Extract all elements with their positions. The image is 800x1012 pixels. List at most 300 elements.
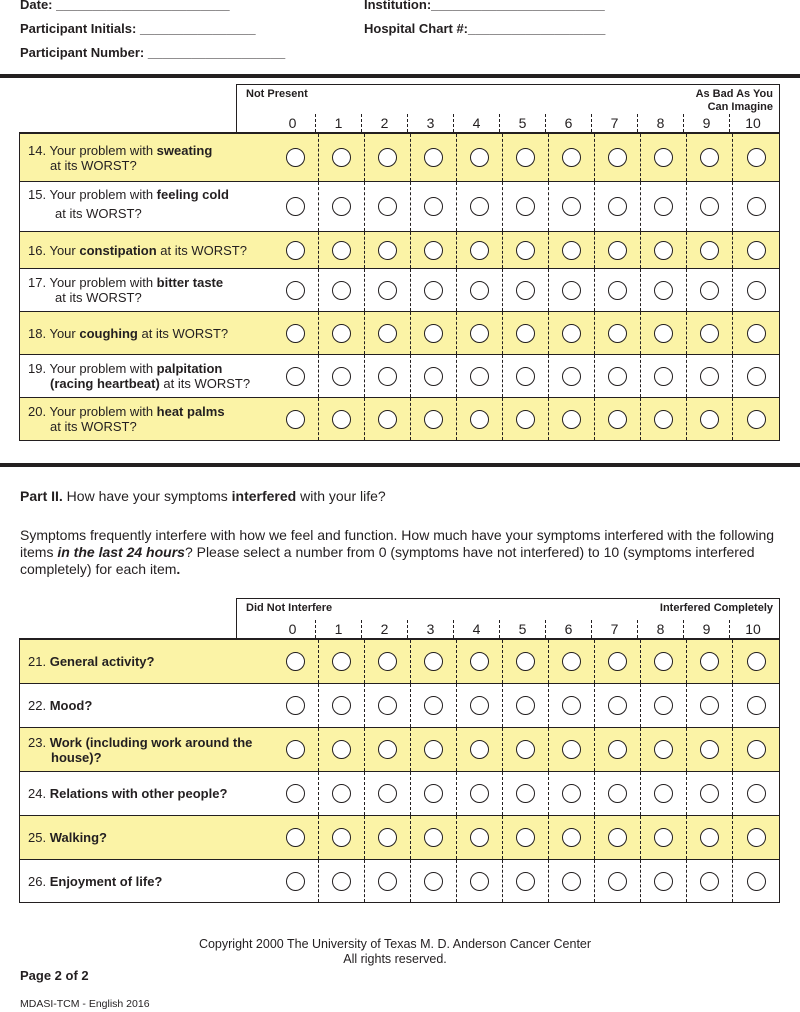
rating-cell (457, 269, 503, 311)
scale-number: 1 (316, 620, 362, 638)
rating-radio[interactable] (608, 410, 627, 429)
rating-radio[interactable] (286, 410, 305, 429)
rating-radio[interactable] (747, 652, 766, 671)
rating-radio[interactable] (332, 148, 351, 167)
item-label: 26. Enjoyment of life? (28, 873, 163, 889)
item-label: 22. Mood? (28, 698, 93, 713)
rating-cell (595, 312, 641, 354)
rating-cells (273, 728, 779, 771)
anchor-not-present: Not Present (246, 88, 308, 100)
scale-number: 0 (270, 620, 316, 638)
scale-number: 7 (592, 620, 638, 638)
rating-radio[interactable] (516, 828, 535, 847)
rating-cells (273, 684, 779, 727)
rating-radio[interactable] (332, 197, 351, 216)
rating-radio[interactable] (654, 740, 673, 759)
rating-radio[interactable] (562, 148, 581, 167)
rating-cell (319, 772, 365, 815)
scale-number: 6 (546, 620, 592, 638)
rating-cell (273, 232, 319, 268)
rating-radio[interactable] (562, 784, 581, 803)
rating-radio[interactable] (700, 367, 719, 386)
rating-cell (457, 816, 503, 859)
part2-scale-header (236, 598, 780, 638)
rating-cell (641, 684, 687, 727)
rating-radio[interactable] (470, 281, 489, 300)
rating-radio[interactable] (608, 241, 627, 260)
rating-radio[interactable] (608, 872, 627, 891)
rating-cell (319, 355, 365, 397)
rating-radio[interactable] (286, 696, 305, 715)
rating-cells (273, 134, 779, 181)
scale-number: 4 (454, 114, 500, 132)
rating-radio[interactable] (562, 281, 581, 300)
rating-radio[interactable] (424, 241, 443, 260)
rating-cell (365, 772, 411, 815)
rating-cell (503, 816, 549, 859)
rating-cells (273, 860, 779, 902)
rating-cells (273, 816, 779, 859)
rating-radio[interactable] (470, 872, 489, 891)
rating-radio[interactable] (378, 148, 397, 167)
rating-cell (411, 134, 457, 181)
rating-cell (687, 640, 733, 683)
rating-radio[interactable] (424, 872, 443, 891)
rating-radio[interactable] (378, 197, 397, 216)
rating-cell (687, 134, 733, 181)
rating-radio[interactable] (516, 740, 535, 759)
scale-number: 8 (638, 114, 684, 132)
rating-cell (549, 398, 595, 440)
rating-radio[interactable] (516, 324, 535, 343)
rating-radio[interactable] (654, 828, 673, 847)
rating-cell (365, 134, 411, 181)
rating-radio[interactable] (424, 410, 443, 429)
rating-radio[interactable] (700, 740, 719, 759)
rating-cell (319, 182, 365, 231)
rating-radio[interactable] (286, 740, 305, 759)
rating-cell (365, 312, 411, 354)
item-row-25 (20, 815, 779, 859)
rating-radio[interactable] (747, 740, 766, 759)
rating-radio[interactable] (424, 324, 443, 343)
rating-radio[interactable] (608, 652, 627, 671)
rating-radio[interactable] (378, 241, 397, 260)
rating-radio[interactable] (608, 740, 627, 759)
rating-radio[interactable] (747, 696, 766, 715)
rating-cell (457, 772, 503, 815)
rating-cell (457, 640, 503, 683)
rating-radio[interactable] (516, 696, 535, 715)
item-label: 20. Your problem with heat palms at its WORST? (28, 404, 225, 434)
rating-radio[interactable] (470, 148, 489, 167)
rating-cell (411, 232, 457, 268)
rating-cell (641, 816, 687, 859)
rating-cell (411, 684, 457, 727)
rating-radio[interactable] (470, 324, 489, 343)
rating-radio[interactable] (747, 197, 766, 216)
rating-radio[interactable] (378, 784, 397, 803)
rating-radio[interactable] (608, 324, 627, 343)
rating-radio[interactable] (700, 324, 719, 343)
rating-cell (365, 182, 411, 231)
rating-radio[interactable] (654, 148, 673, 167)
rating-radio[interactable] (562, 410, 581, 429)
rating-cells (273, 355, 779, 397)
rating-cell (641, 232, 687, 268)
rating-radio[interactable] (516, 197, 535, 216)
part1-scale-header (236, 84, 780, 132)
rating-radio[interactable] (424, 148, 443, 167)
rating-radio[interactable] (562, 652, 581, 671)
scale-number: 8 (638, 620, 684, 638)
rating-radio[interactable] (286, 241, 305, 260)
rating-radio[interactable] (654, 281, 673, 300)
rating-cells (273, 269, 779, 311)
part1-table (19, 132, 780, 441)
rating-radio[interactable] (747, 410, 766, 429)
rating-radio[interactable] (378, 281, 397, 300)
rating-radio[interactable] (747, 281, 766, 300)
rating-radio[interactable] (332, 872, 351, 891)
rating-radio[interactable] (332, 281, 351, 300)
section-divider (0, 74, 800, 78)
rating-cell (273, 182, 319, 231)
rating-cell (595, 772, 641, 815)
rating-radio[interactable] (608, 148, 627, 167)
rating-cell (273, 398, 319, 440)
rating-radio[interactable] (562, 367, 581, 386)
rating-cell (733, 269, 779, 311)
rating-radio[interactable] (470, 410, 489, 429)
rating-cell (319, 684, 365, 727)
rating-radio[interactable] (654, 241, 673, 260)
rating-radio[interactable] (516, 784, 535, 803)
rating-radio[interactable] (470, 696, 489, 715)
item-row-15 (20, 181, 779, 231)
rating-cell (319, 269, 365, 311)
rating-radio[interactable] (608, 784, 627, 803)
hospital-chart-field[interactable]: Hospital Chart #:___________________ (364, 21, 606, 36)
rating-cell (595, 269, 641, 311)
rating-radio[interactable] (700, 241, 719, 260)
rating-radio[interactable] (747, 148, 766, 167)
rating-cell (549, 728, 595, 771)
scale-number: 0 (270, 114, 316, 132)
rating-cell (273, 728, 319, 771)
form-identifier: MDASI-TCM - English 2016 (20, 998, 150, 1010)
rating-cell (733, 355, 779, 397)
rating-radio[interactable] (516, 410, 535, 429)
rating-cell (641, 398, 687, 440)
rating-radio[interactable] (700, 281, 719, 300)
rating-radio[interactable] (700, 652, 719, 671)
rating-radio[interactable] (424, 367, 443, 386)
rating-radio[interactable] (286, 197, 305, 216)
rating-cell (365, 398, 411, 440)
rating-radio[interactable] (608, 197, 627, 216)
rating-cell (365, 728, 411, 771)
rating-radio[interactable] (562, 696, 581, 715)
rating-radio[interactable] (654, 784, 673, 803)
item-row-17 (20, 268, 779, 311)
rating-cell (595, 816, 641, 859)
rating-cell (503, 312, 549, 354)
anchor-as-bad: As Bad As You Can Imagine (695, 88, 773, 113)
copyright-notice: Copyright 2000 The University of Texas M. D. Anderson Cancer Center All rights reserved. (198, 937, 592, 966)
rating-radio[interactable] (378, 367, 397, 386)
rating-radio[interactable] (286, 148, 305, 167)
rating-radio[interactable] (608, 696, 627, 715)
rating-radio[interactable] (747, 784, 766, 803)
rating-radio[interactable] (424, 197, 443, 216)
rating-cells (273, 398, 779, 440)
rating-radio[interactable] (747, 367, 766, 386)
rating-radio[interactable] (654, 197, 673, 216)
item-row-21 (20, 639, 779, 683)
rating-cell (687, 772, 733, 815)
rating-cell (733, 398, 779, 440)
rating-radio[interactable] (286, 367, 305, 386)
rating-radio[interactable] (747, 872, 766, 891)
rating-cell (365, 355, 411, 397)
rating-cell (641, 269, 687, 311)
rating-radio[interactable] (286, 872, 305, 891)
rating-cell (733, 232, 779, 268)
rating-cell (273, 772, 319, 815)
rating-radio[interactable] (286, 324, 305, 343)
scale-number: 1 (316, 114, 362, 132)
participant-initials-field[interactable]: Participant Initials: ________________ (20, 21, 256, 36)
rating-cell (687, 860, 733, 902)
rating-cell (457, 355, 503, 397)
rating-radio[interactable] (747, 828, 766, 847)
item-label: 24. Relations with other people? (28, 786, 228, 801)
rating-cell (319, 312, 365, 354)
rating-cell (733, 684, 779, 727)
rating-cell (365, 816, 411, 859)
rating-cell (687, 684, 733, 727)
rating-cell (687, 182, 733, 231)
rating-cell (549, 232, 595, 268)
rating-radio[interactable] (424, 828, 443, 847)
rating-cell (411, 816, 457, 859)
rating-radio[interactable] (562, 324, 581, 343)
rating-radio[interactable] (747, 241, 766, 260)
rating-cell (733, 640, 779, 683)
item-row-24 (20, 771, 779, 815)
rating-cell (411, 269, 457, 311)
rating-radio[interactable] (516, 241, 535, 260)
rating-cell (457, 684, 503, 727)
rating-radio[interactable] (286, 828, 305, 847)
rating-radio[interactable] (608, 281, 627, 300)
rating-radio[interactable] (332, 410, 351, 429)
rating-radio[interactable] (424, 652, 443, 671)
rating-radio[interactable] (470, 241, 489, 260)
rating-radio[interactable] (516, 872, 535, 891)
rating-radio[interactable] (700, 410, 719, 429)
item-label: 18. Your coughing at its WORST? (28, 325, 229, 341)
scale-numbers (237, 114, 779, 132)
rating-radio[interactable] (332, 367, 351, 386)
rating-cell (273, 816, 319, 859)
rating-radio[interactable] (654, 367, 673, 386)
rating-radio[interactable] (332, 324, 351, 343)
rating-cell (273, 312, 319, 354)
rating-radio[interactable] (378, 696, 397, 715)
rating-cell (503, 640, 549, 683)
rating-radio[interactable] (470, 652, 489, 671)
scale-number: 6 (546, 114, 592, 132)
rating-radio[interactable] (562, 828, 581, 847)
rating-cell (273, 269, 319, 311)
rating-radio[interactable] (654, 652, 673, 671)
rating-radio[interactable] (562, 241, 581, 260)
institution-field[interactable]: Institution:________________________ (364, 0, 605, 12)
rating-radio[interactable] (378, 828, 397, 847)
rating-cell (411, 355, 457, 397)
rating-cell (641, 312, 687, 354)
rating-cell (549, 312, 595, 354)
item-label: 17. Your problem with bitter taste at its WORST? (28, 275, 224, 305)
rating-radio[interactable] (286, 281, 305, 300)
rating-radio[interactable] (470, 197, 489, 216)
rating-radio[interactable] (470, 740, 489, 759)
rating-cell (273, 640, 319, 683)
rating-cell (365, 684, 411, 727)
rating-radio[interactable] (516, 652, 535, 671)
rating-cell (457, 182, 503, 231)
rating-radio[interactable] (608, 367, 627, 386)
item-row-19 (20, 354, 779, 397)
rating-radio[interactable] (286, 652, 305, 671)
scale-numbers (237, 620, 779, 638)
part2-instructions: Symptoms frequently interfere with how we feel and function. How much have your symptoms interfered with the following items in the last 24 hours? Please select a number from 0 (symptoms have not interfered) to 10 (symptoms interfered completely) for each item. (20, 527, 775, 577)
rating-cell (411, 860, 457, 902)
part1-rating-grid (19, 84, 780, 441)
rating-radio[interactable] (332, 652, 351, 671)
rating-cell (687, 728, 733, 771)
rating-cells (273, 312, 779, 354)
rating-radio[interactable] (378, 872, 397, 891)
rating-radio[interactable] (562, 872, 581, 891)
rating-radio[interactable] (470, 784, 489, 803)
part2-table (19, 638, 780, 903)
rating-radio[interactable] (700, 696, 719, 715)
rating-radio[interactable] (424, 740, 443, 759)
rating-cell (319, 398, 365, 440)
rating-radio[interactable] (378, 410, 397, 429)
rating-cell (503, 355, 549, 397)
rating-radio[interactable] (332, 696, 351, 715)
rating-radio[interactable] (562, 740, 581, 759)
rating-cell (365, 640, 411, 683)
rating-radio[interactable] (332, 740, 351, 759)
rating-cell (595, 182, 641, 231)
rating-radio[interactable] (700, 148, 719, 167)
rating-radio[interactable] (424, 696, 443, 715)
anchor-interfered-completely: Interfered Completely (659, 602, 773, 614)
rating-radio[interactable] (562, 197, 581, 216)
scale-number: 9 (684, 114, 730, 132)
rating-cell (641, 640, 687, 683)
rating-cell (733, 182, 779, 231)
rating-cell (411, 728, 457, 771)
rating-cell (641, 772, 687, 815)
rating-radio[interactable] (654, 696, 673, 715)
rating-cell (503, 269, 549, 311)
rating-cell (503, 684, 549, 727)
rating-radio[interactable] (700, 197, 719, 216)
rating-cell (457, 728, 503, 771)
rating-radio[interactable] (654, 324, 673, 343)
rating-cell (549, 269, 595, 311)
rating-radio[interactable] (516, 367, 535, 386)
rating-cell (687, 232, 733, 268)
participant-number-field[interactable]: Participant Number: ___________________ (20, 45, 286, 60)
rating-radio[interactable] (332, 828, 351, 847)
rating-radio[interactable] (332, 241, 351, 260)
rating-radio[interactable] (654, 410, 673, 429)
part2-rating-grid (19, 598, 780, 903)
rating-cell (733, 134, 779, 181)
rating-cell (273, 355, 319, 397)
rating-radio[interactable] (286, 784, 305, 803)
rating-cell (641, 728, 687, 771)
rating-cell (319, 816, 365, 859)
rating-radio[interactable] (424, 281, 443, 300)
rating-radio[interactable] (516, 281, 535, 300)
rating-radio[interactable] (747, 324, 766, 343)
date-field[interactable]: Date: ________________________ (20, 0, 230, 12)
rating-radio[interactable] (470, 828, 489, 847)
rating-cell (319, 728, 365, 771)
rating-cell (549, 640, 595, 683)
rating-radio[interactable] (654, 872, 673, 891)
rating-cell (595, 232, 641, 268)
item-row-14 (20, 133, 779, 181)
rating-cell (365, 269, 411, 311)
scale-number: 5 (500, 114, 546, 132)
rating-radio[interactable] (378, 324, 397, 343)
rating-radio[interactable] (700, 872, 719, 891)
rating-radio[interactable] (470, 367, 489, 386)
rating-cell (457, 312, 503, 354)
rating-radio[interactable] (700, 784, 719, 803)
rating-radio[interactable] (516, 148, 535, 167)
rating-cell (549, 772, 595, 815)
rating-cell (687, 398, 733, 440)
rating-cell (503, 860, 549, 902)
rating-cell (273, 860, 319, 902)
rating-radio[interactable] (424, 784, 443, 803)
rating-radio[interactable] (332, 784, 351, 803)
rating-radio[interactable] (700, 828, 719, 847)
rating-cell (503, 728, 549, 771)
rating-radio[interactable] (378, 652, 397, 671)
rating-cell (641, 355, 687, 397)
rating-cell (273, 684, 319, 727)
rating-cell (549, 182, 595, 231)
rating-radio[interactable] (608, 828, 627, 847)
scale-number: 5 (500, 620, 546, 638)
rating-cell (595, 398, 641, 440)
rating-cell (733, 772, 779, 815)
rating-radio[interactable] (378, 740, 397, 759)
scale-number: 4 (454, 620, 500, 638)
item-row-20 (20, 397, 779, 440)
